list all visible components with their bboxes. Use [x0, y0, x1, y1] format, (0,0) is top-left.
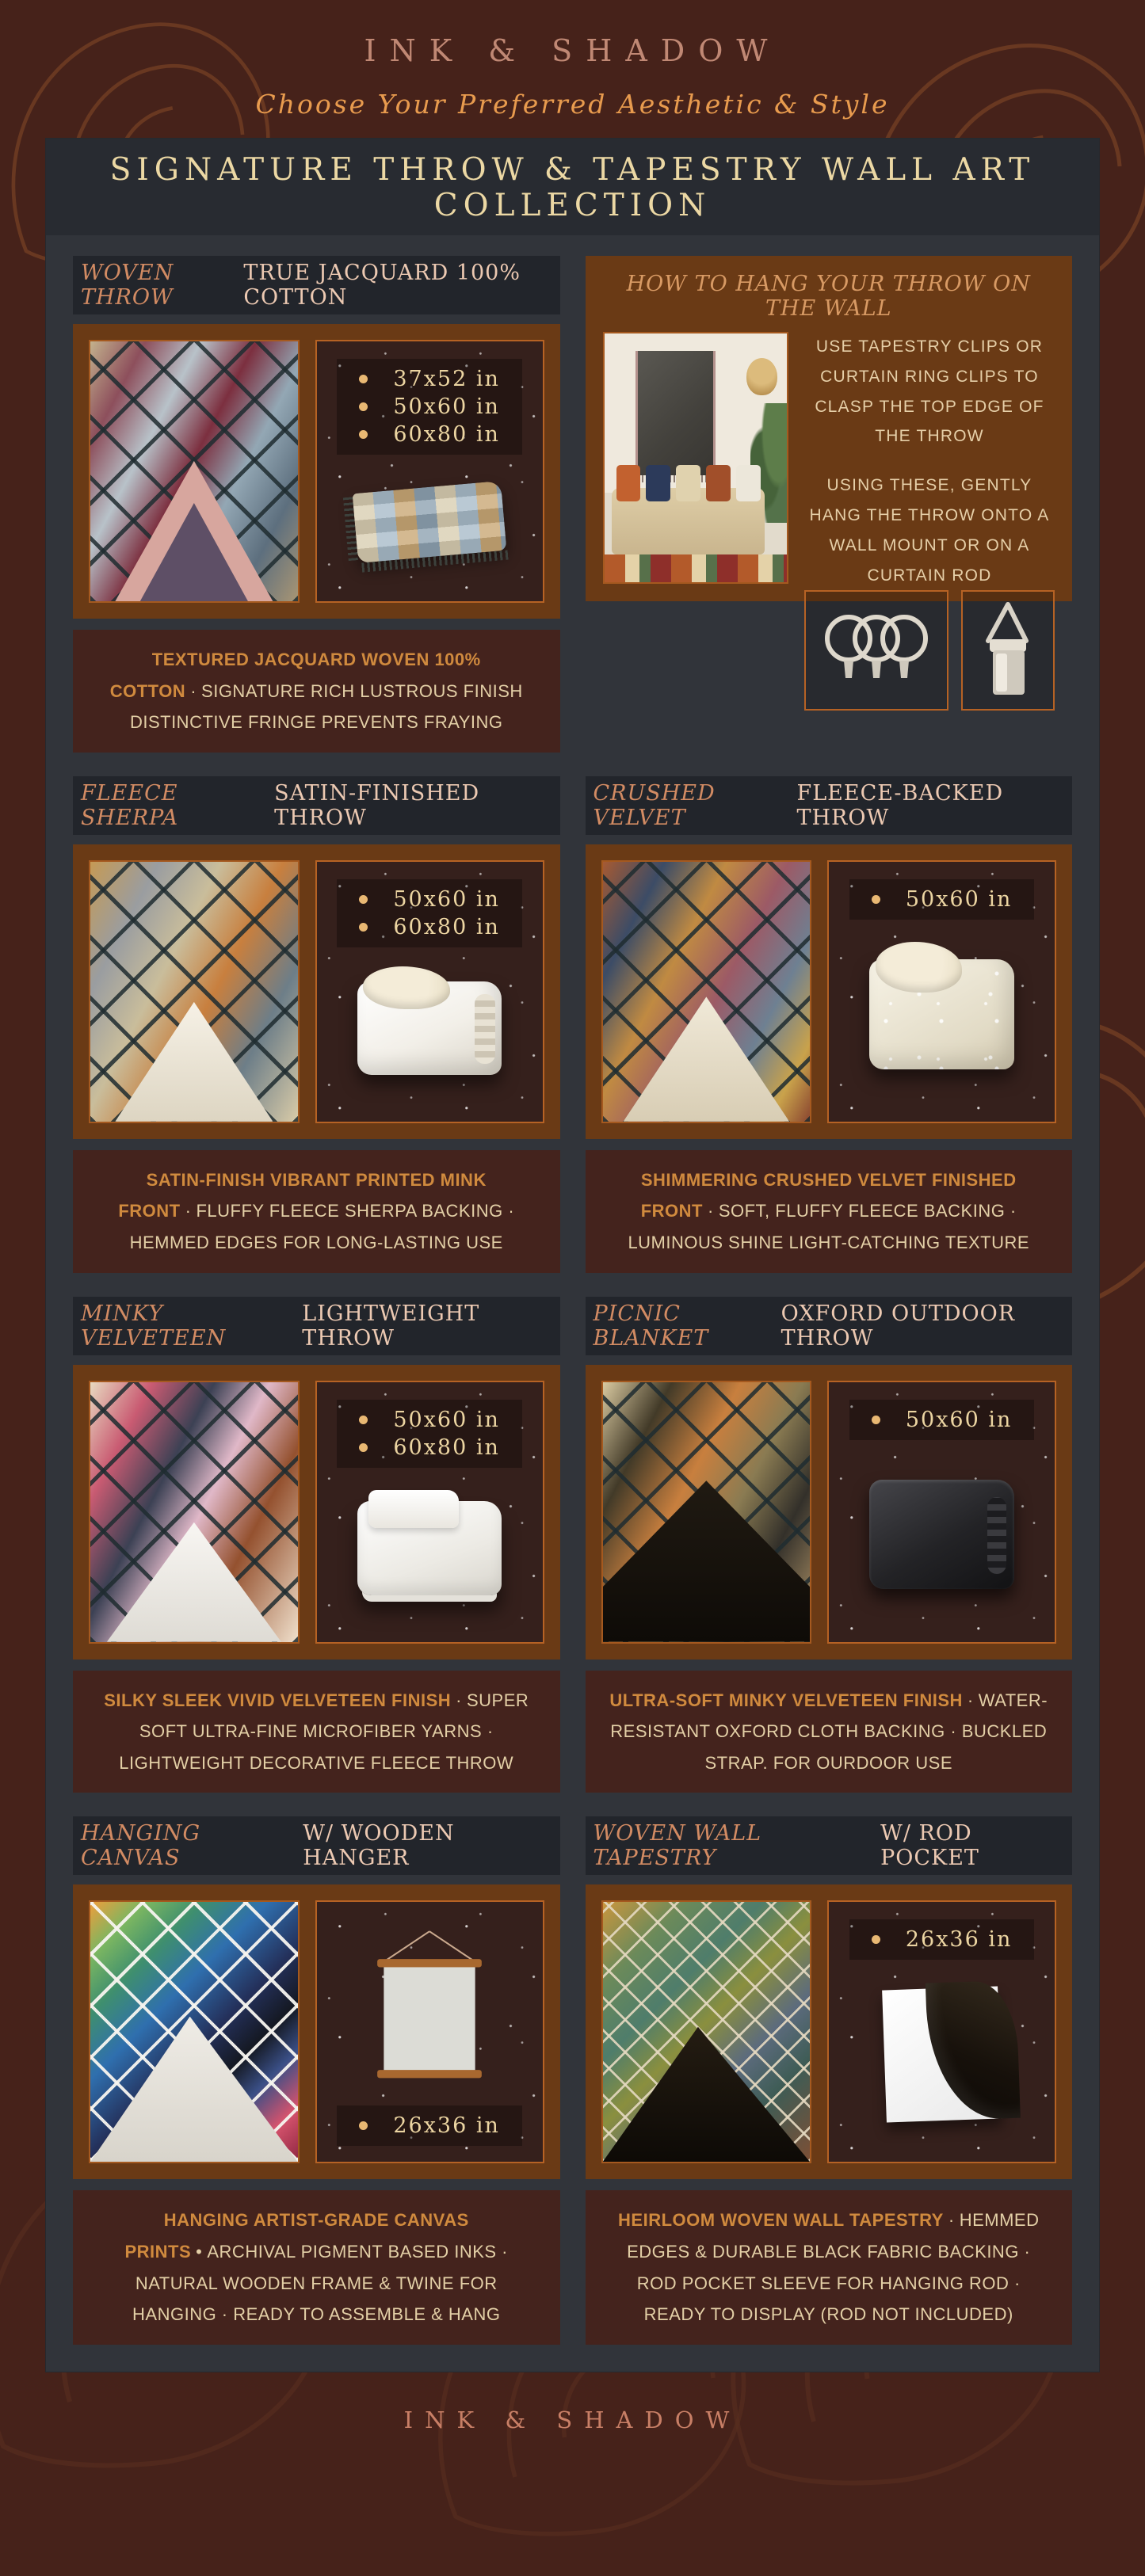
- section-grid: [73, 256, 1072, 2345]
- wicker-lamp: [746, 358, 777, 395]
- caption: SHIMMERING CRUSHED VELVET FINISHED FRONT · SOFT, FLUFFY FLEECE BACKING · LUMINOUS SHINE LIGHT-CATCHING TEXTURE: [586, 1150, 1073, 1273]
- section-title-rest: W/ WOODEN HANGER: [303, 1821, 455, 1871]
- room-scene-photo: [603, 332, 789, 584]
- size-option: 50x60 in: [359, 887, 500, 912]
- cushion: [676, 465, 700, 501]
- section-title-rest: TRUE JACQUARD 100% COTTON: [243, 261, 521, 310]
- section-woven-throw: [73, 256, 560, 753]
- caption: HEIRLOOM WOVEN WALL TAPESTRY · HEMMED EDGES & DURABLE BLACK FABRIC BACKING · ROD POCKET SLEEVE FOR HANGING ROD · READY TO DISPLAY (ROD NOT INCLUDED): [586, 2190, 1073, 2344]
- sofa: [612, 488, 765, 555]
- size-option: 60x80 in: [359, 915, 500, 939]
- brand-title: INK & SHADOW: [364, 33, 781, 68]
- bullet-dot: [872, 1416, 880, 1424]
- size-panel: [315, 340, 544, 603]
- black-backing-curl: [926, 1980, 1021, 2121]
- product-box: [73, 1884, 560, 2179]
- fold-corner: [603, 1480, 811, 1641]
- wooden-hanger-canvas-illustration: [363, 1926, 496, 2094]
- section-hanging-canvas: [73, 1816, 560, 2344]
- section-picnic-blanket: [586, 1297, 1073, 1793]
- section-header: [586, 1816, 1073, 1875]
- size-list: [849, 1400, 1035, 1440]
- section-title-em: CRUSHED VELVET: [593, 780, 716, 830]
- velvet-blanket-illustration: [869, 959, 1014, 1069]
- product-photo-fabric-backing: [838, 1960, 1045, 2149]
- size-list: [337, 2105, 522, 2146]
- clip-examples: [804, 590, 1055, 711]
- size-option: 50x60 in: [359, 394, 500, 419]
- section-title-rest: OXFORD OUTDOOR THROW: [781, 1301, 1016, 1351]
- cushion: [706, 465, 731, 501]
- bullet-dot: [872, 1935, 880, 1944]
- bullet-dot: [359, 430, 368, 439]
- bullet-dot: [359, 2121, 368, 2130]
- product-photo-sherpa-front: [89, 860, 300, 1123]
- section-header: [586, 776, 1073, 835]
- size-list: [849, 879, 1035, 920]
- caption: ULTRA-SOFT MINKY VELVETEEN FINISH · WATER-RESISTANT OXFORD CLOTH BACKING · BUCKLED STRAP. FOR OURDOOR USE: [586, 1671, 1073, 1793]
- product-box: [586, 1365, 1073, 1660]
- product-photo-velvet-front: [601, 860, 812, 1123]
- collection-title-strip: [46, 139, 1099, 235]
- cushion: [736, 465, 761, 501]
- section-title-rest: SATIN-FINISHED THROW: [274, 780, 480, 830]
- section-title-em: WOVEN THROW: [81, 261, 174, 310]
- product-photo-canvas-front: [89, 1900, 300, 2163]
- caption: TEXTURED JACQUARD WOVEN 100% COTTON · SIGNATURE RICH LUSTROUS FINISH DISTINCTIVE FRINGE PREVENTS FRAYING: [73, 630, 560, 753]
- product-box: [586, 844, 1073, 1139]
- section-header: [73, 256, 560, 314]
- hanging-throw: [635, 351, 716, 475]
- fringed-throw-illustration: [353, 481, 507, 563]
- fold-corner: [603, 2027, 811, 2163]
- rug: [605, 554, 788, 582]
- footer: [0, 2372, 1145, 2465]
- product-box: [586, 1884, 1073, 2179]
- black-blanket-illustration: [869, 1480, 1014, 1590]
- how-to-title: HOW TO HANG YOUR THROW ON THE WALL: [626, 272, 1031, 321]
- how-to-box: [586, 256, 1073, 601]
- size-option: 60x80 in: [359, 1435, 500, 1460]
- footer-brand: INK & SHADOW: [403, 2406, 742, 2433]
- size-panel: [315, 1900, 544, 2163]
- fold-corner: [90, 1002, 298, 1122]
- size-list: [849, 1919, 1035, 1960]
- size-option: 26x36 in: [872, 1927, 1013, 1952]
- product-photo-folded-blanket: [326, 947, 533, 1109]
- bullet-dot: [359, 923, 368, 932]
- fold-corner: [603, 996, 811, 1121]
- section-crushed-velvet: [586, 776, 1073, 1273]
- size-option: 26x36 in: [359, 2113, 500, 2138]
- section-header: [73, 776, 560, 835]
- how-to-instructions: [804, 332, 1055, 584]
- ring-clips-icon: [817, 604, 936, 697]
- bullet-dot: [359, 895, 368, 904]
- product-photo-jacquard-front: [89, 340, 300, 603]
- header: [0, 0, 1145, 120]
- fold-corner: [90, 1522, 298, 1642]
- collection-title: SIGNATURE THROW & TAPESTRY WALL ART COLLECTION: [109, 152, 1036, 223]
- size-panel: [315, 860, 544, 1123]
- cushion: [646, 465, 670, 501]
- ring-clips-box: [804, 590, 948, 711]
- product-box: [73, 324, 560, 619]
- section-wall-tapestry: [586, 1816, 1073, 2344]
- metal-clip-box: [961, 590, 1055, 711]
- bullet-dot: [359, 1443, 368, 1452]
- section-how-to-hang: [586, 256, 1073, 753]
- caption: SILKY SLEEK VIVID VELVETEEN FINISH · SUPER SOFT ULTRA-FINE MICROFIBER YARNS · LIGHTWEIGHT DECORATIVE FLEECE THROW: [73, 1671, 560, 1793]
- product-photo-tapestry-front: [601, 1900, 812, 2163]
- size-option: 50x60 in: [872, 887, 1013, 912]
- size-panel: [315, 1381, 544, 1644]
- size-list: [337, 879, 522, 947]
- section-title-rest: LIGHTWEIGHT THROW: [302, 1301, 480, 1351]
- product-photo-folded-blanket: [838, 1440, 1045, 1629]
- section-minky-velveteen: [73, 1297, 560, 1793]
- sherpa-blanket-illustration: [357, 981, 502, 1075]
- product-box: [73, 1365, 560, 1660]
- size-panel: [827, 1900, 1056, 2163]
- size-list: [337, 1400, 522, 1468]
- product-box: [73, 844, 560, 1139]
- bullet-dot: [359, 375, 368, 383]
- how-to-body: [603, 332, 1055, 584]
- bullet-dot: [872, 895, 880, 904]
- fold-corner: [90, 2017, 298, 2163]
- section-title-rest: FLEECE-BACKED THROW: [796, 780, 1004, 830]
- section-title-em: HANGING CANVAS: [81, 1821, 201, 1871]
- size-panel: [827, 860, 1056, 1123]
- bullet-dot: [359, 402, 368, 411]
- bullet-dot: [359, 1416, 368, 1424]
- section-title-em: FLEECE SHERPA: [81, 780, 179, 830]
- product-photo-velveteen-front: [89, 1381, 300, 1644]
- section-header: [586, 1297, 1073, 1355]
- size-list: [337, 359, 522, 455]
- instruction-paragraph: USING THESE, GENTLY HANG THE THROW ONTO A WALL MOUNT OR ON A CURTAIN ROD: [809, 476, 1050, 585]
- section-title-em: WOVEN WALL TAPESTRY: [593, 1821, 762, 1871]
- section-title-em: MINKY VELVETEEN: [81, 1301, 227, 1351]
- section-fleece-sherpa: [73, 776, 560, 1273]
- tagline: Choose Your Preferred Aesthetic & Style: [255, 89, 890, 120]
- product-photo-hanging-canvas: [326, 1915, 533, 2105]
- size-option: 60x80 in: [359, 422, 500, 447]
- tapestry-backing-illustration: [882, 1987, 1002, 2123]
- section-title-rest: W/ ROD POCKET: [880, 1821, 979, 1871]
- main-panel: [46, 139, 1099, 2372]
- size-option: 50x60 in: [872, 1408, 1013, 1432]
- section-title-em: PICNIC BLANKET: [593, 1301, 709, 1351]
- size-panel: [827, 1381, 1056, 1644]
- size-option: 37x52 in: [359, 367, 500, 391]
- product-photo-picnic-front: [601, 1381, 812, 1644]
- cushion: [616, 465, 641, 501]
- instruction-paragraph: USE TAPESTRY CLIPS OR CURTAIN RING CLIPS TO CLASP THE TOP EDGE OF THE THROW: [815, 337, 1044, 446]
- section-header: [73, 1816, 560, 1875]
- folded-white-throw-illustration: [357, 1501, 502, 1595]
- caption: HANGING ARTIST-GRADE CANVAS PRINTS • ARCHIVAL PIGMENT BASED INKS · NATURAL WOODEN FRAME & TWINE FOR HANGING · READY TO ASSEMBLE & HANG: [73, 2190, 560, 2344]
- fold-corner: [90, 461, 298, 601]
- product-photo-folded-throw: [326, 455, 533, 589]
- size-option: 50x60 in: [359, 1408, 500, 1432]
- section-header: [73, 1297, 560, 1355]
- caption: SATIN-FINISH VIBRANT PRINTED MINK FRONT · FLUFFY FLEECE SHERPA BACKING · HEMMED EDGES FOR LONG-LASTING USE: [73, 1150, 560, 1273]
- metal-clip-icon: [974, 600, 1042, 701]
- product-photo-folded-blanket: [838, 920, 1045, 1109]
- product-photo-folded-blanket: [326, 1468, 533, 1629]
